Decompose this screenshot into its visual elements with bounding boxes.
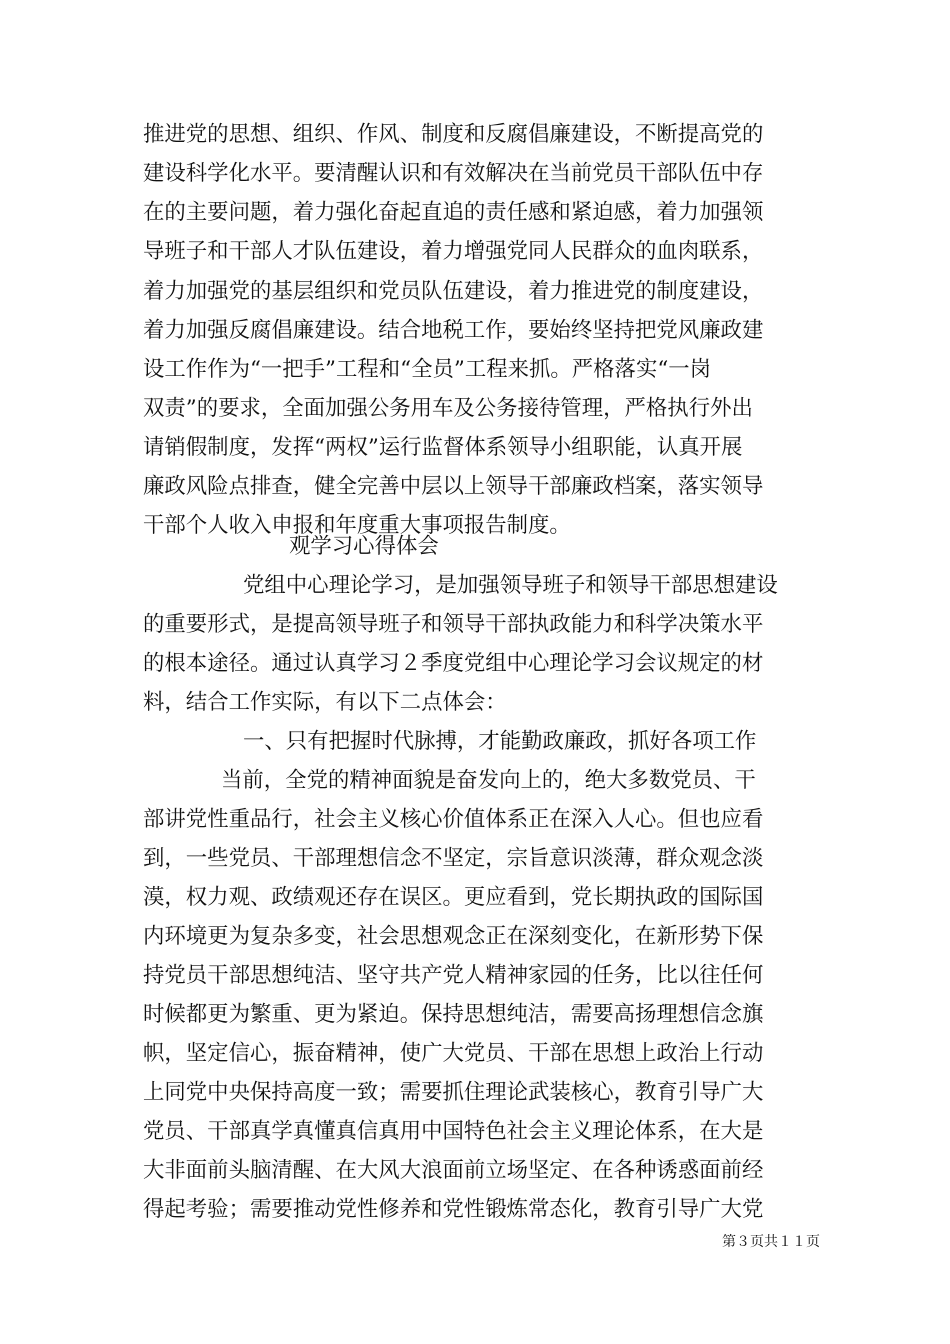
text-line: 党组中心理论学习，是加强领导班子和领导干部思想建设 — [243, 573, 778, 598]
text-line: 着力加强反腐倡廉建设。结合地税工作，要始终坚持把党风廉政建 — [143, 318, 764, 343]
text-line: 帜，坚定信心，振奋精神，使广大党员、干部在思想上政治上行动 — [143, 1041, 764, 1066]
text-line: 请销假制度，发挥“两权”运行监督体系领导小组职能，认真开展 — [143, 435, 743, 460]
text-line: 到，一些党员、干部理想信念不坚定，宗旨意识淡薄，群众观念淡 — [143, 846, 764, 871]
text-line: 时候都更为繁重、更为紧迫。保持思想纯洁，需要高扬理想信念旗 — [143, 1002, 764, 1027]
text-line: 廉政风险点排查，健全完善中层以上领导干部廉政档案，落实领导 — [143, 474, 764, 499]
text-line: 着力加强党的基层组织和党员队伍建设，着力推进党的制度建设， — [143, 279, 764, 304]
text-line: 设工作作为“一把手”工程和“全员”工程来抓。严格落实“一岗 — [143, 357, 712, 382]
text-line: 推进党的思想、组织、作风、制度和反腐倡廉建设，不断提高党的 — [143, 122, 764, 147]
text-line: 上同党中央保持高度一致；需要抓住理论武装核心，教育引导广大 — [143, 1080, 764, 1105]
text-line: 漠，权力观、政绩观还存在误区。更应看到，党长期执政的国际国 — [143, 885, 764, 910]
text-line: 料，结合工作实际，有以下二点体会： — [143, 690, 507, 715]
sub-heading: 一、只有把握时代脉搏，才能勤政廉政，抓好各项工作 — [243, 729, 757, 754]
text-line: 内环境更为复杂多变，社会思想观念正在深刻变化，在新形势下保 — [143, 924, 764, 949]
text-line: 部讲党性重品行，社会主义核心价值体系正在深入人心。但也应看 — [143, 807, 764, 832]
text-line: 当前，全党的精神面貌是奋发向上的，绝大多数党员、干 — [221, 768, 756, 793]
text-line: 导班子和干部人才队伍建设，着力增强党同人民群众的血肉联系， — [143, 239, 764, 264]
text-line: 干部个人收入申报和年度重大事项报告制度。 — [143, 513, 571, 538]
text-line: 大非面前头脑清醒、在大风大浪面前立场坚定、在各种诱惑面前经 — [143, 1158, 764, 1183]
text-line: 得起考验；需要推动党性修养和党性锻炼常态化，教育引导广大党 — [143, 1197, 764, 1222]
text-line: 在的主要问题，着力强化奋起直追的责任感和紧迫感，着力加强领 — [143, 200, 764, 225]
text-line: 建设科学化水平。要清醒认识和有效解决在当前党员干部队伍中存 — [143, 161, 764, 186]
text-line: 党员、干部真学真懂真信真用中国特色社会主义理论体系，在大是 — [143, 1119, 764, 1144]
text-line: 持党员干部思想纯洁、坚守共产党人精神家园的任务，比以往任何 — [143, 963, 764, 988]
page-number: 第３页共１１页 — [722, 1234, 820, 1250]
text-line: 的根本途径。通过认真学习２季度党组中心理论学习会议规定的材 — [143, 651, 764, 676]
text-line: 双责”的要求，全面加强公务用车及公务接待管理，严格执行外出 — [143, 396, 753, 421]
text-line: 的重要形式，是提高领导班子和领导干部执政能力和科学决策水平 — [143, 612, 764, 637]
section-title: 观学习心得体会 — [289, 534, 439, 559]
